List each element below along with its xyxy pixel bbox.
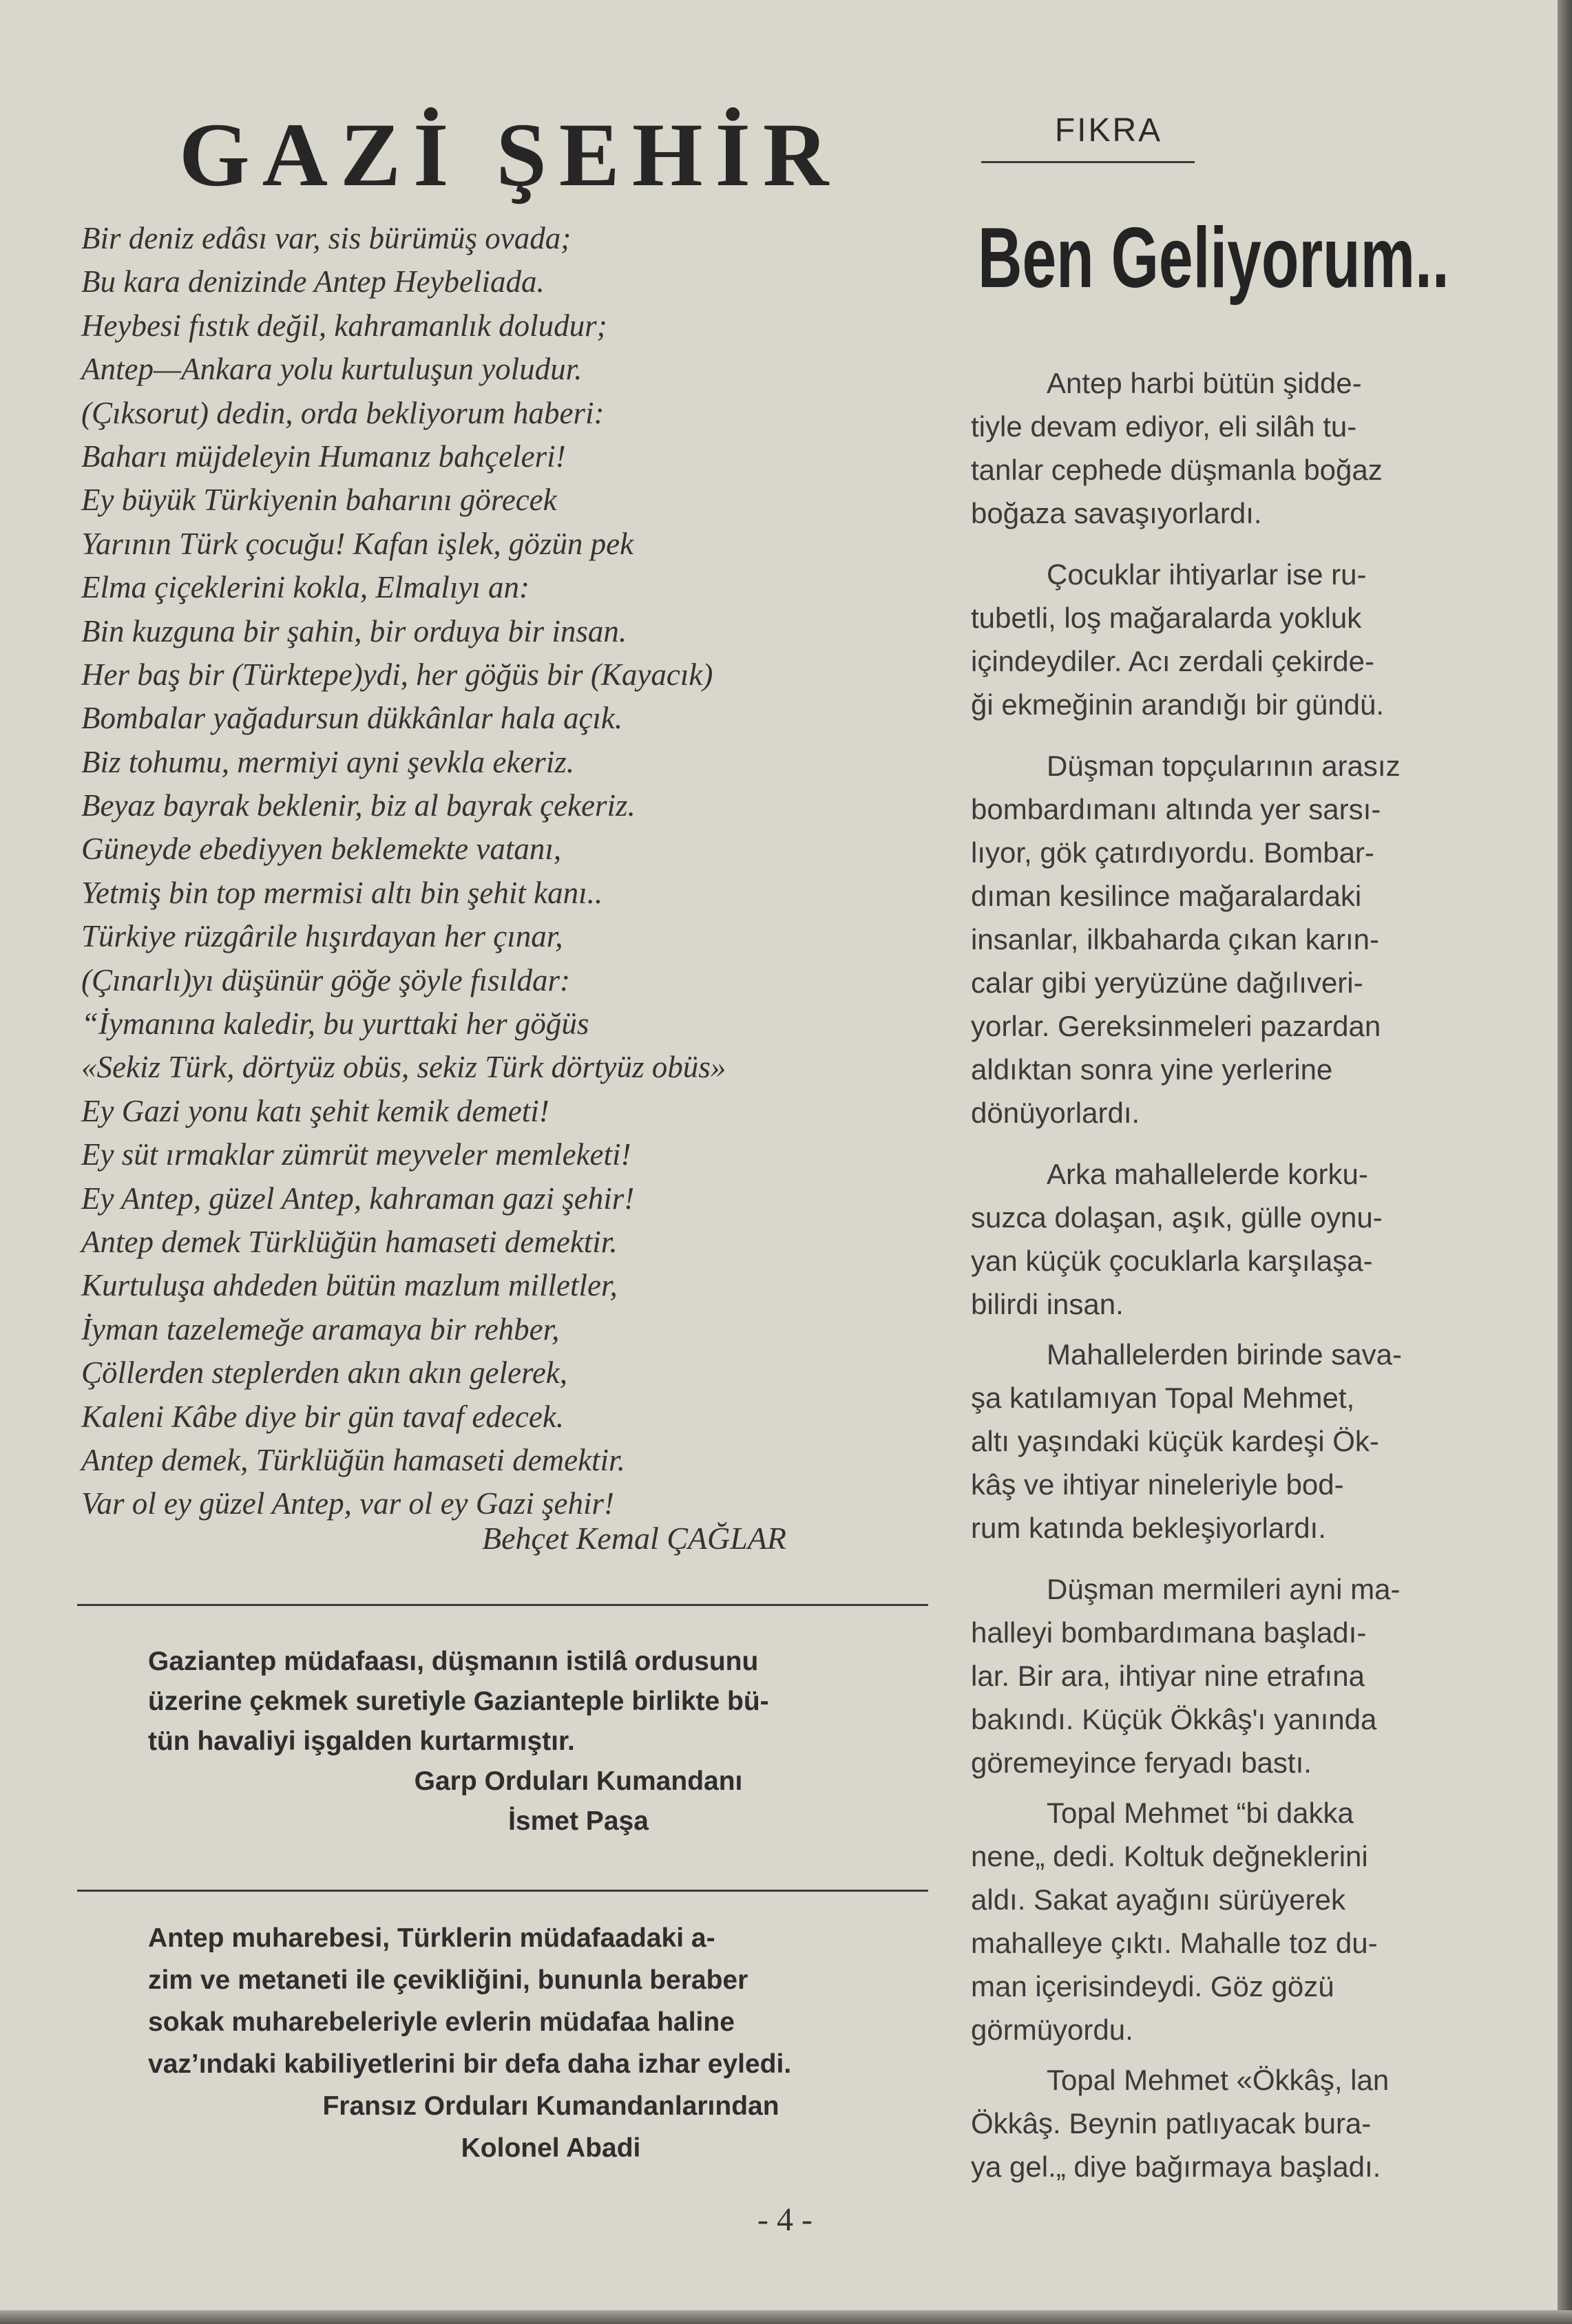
story-paragraph <box>971 1333 1494 1550</box>
page-edge-shadow <box>1558 0 1572 2324</box>
story-line: Ökkâş. Beynin patlıyacak bura- <box>971 2107 1372 2140</box>
poem-line: Antep demek Türklüğün hamaseti demektir. <box>81 1224 618 1259</box>
poem-line: Heybesi fıstık değil, kahramanlık doludur; <box>81 308 607 343</box>
story-line: ği ekmeğinin arandığı bir gündü. <box>971 688 1385 721</box>
story-line: kâş ve ihtiyar nineleriyle bod- <box>971 1468 1344 1501</box>
story-line: bakındı. Küçük Ökkâş'ı yanında <box>971 1703 1377 1735</box>
poem-line: Antep—Ankara yolu kurtuluşun yoludur. <box>81 352 583 387</box>
story-line: tiyle devam ediyor, eli silâh tu- <box>971 410 1357 443</box>
poem-line: Bin kuzguna bir şahin, bir orduya bir insan. <box>81 613 627 648</box>
quote-ismet-pasa <box>148 1642 926 1841</box>
poem-line: Bu kara denizinde Antep Heybeliada. <box>81 264 545 299</box>
story-line: içindeydiler. Acı zerdali çekirde- <box>971 645 1374 677</box>
poem-line: Güneyde ebediyyen beklemekte vatanı, <box>81 832 562 867</box>
story-line: Topal Mehmet “bi dakka <box>1047 1797 1354 1829</box>
story-line: dıman kesilince mağaralardaki <box>971 880 1362 912</box>
poem-line: (Çıksorut) dedin, orda bekliyorum haberi: <box>81 395 605 430</box>
poem-line: Var ol ey güzel Antep, var ol ey Gazi şehir! <box>81 1486 615 1521</box>
story-paragraph <box>971 744 1494 1134</box>
poem-line: Biz tohumu, mermiyi ayni şevkla ekeriz. <box>81 744 575 779</box>
story-line: aldı. Sakat ayağını sürüyerek <box>971 1883 1345 1916</box>
quote-line: tün havaliyi işgalden kurtarmıştır. <box>148 1726 575 1756</box>
story-line: bilirdi insan. <box>971 1288 1124 1320</box>
quote-line: Gaziantep müdafaası, düşmanın istilâ ordusunu <box>148 1647 759 1676</box>
poem-line: Kurtuluşa ahdeden bütün mazlum milletler, <box>81 1268 618 1303</box>
quote-signature-title: Fransız Orduları Kumandanlarından <box>322 2091 779 2121</box>
story-line: dönüyorlardı. <box>971 1097 1140 1129</box>
poem-author: Behçet Kemal ÇAĞLAR <box>482 1521 787 1556</box>
story-line: tubetli, loş mağaralarda yokluk <box>971 602 1362 634</box>
poem-line: Baharı müjdeleyin Humanız bahçeleri! <box>81 439 566 474</box>
quote-signature-name: Kolonel Abadi <box>461 2133 641 2163</box>
poem-line: Ey büyük Türkiyenin baharını görecek <box>81 483 557 518</box>
poem-line: Her baş bir (Türktepe)ydi, her göğüs bir (Kayacık) <box>81 657 713 692</box>
story-paragraph <box>971 361 1494 535</box>
story-line: Antep harbi bütün şidde- <box>1047 367 1362 399</box>
story-paragraph <box>971 1567 1494 1784</box>
poem-line: Elma çiçeklerini kokla, Elmalıyı an: <box>81 570 530 605</box>
story-line: yorlar. Gereksinmeleri pazardan <box>971 1010 1381 1042</box>
poem-line: Kaleni Kâbe diye bir gün tavaf edecek. <box>81 1399 565 1434</box>
story-line: mahalleye çıktı. Mahalle toz du- <box>971 1927 1378 1959</box>
page-number: - 4 - <box>757 2201 813 2238</box>
story-line: Düşman mermileri ayni ma- <box>1047 1573 1401 1605</box>
quote-kolonel-abadi <box>148 1917 926 2169</box>
story-line: boğaza savaşıyorlardı. <box>971 497 1262 529</box>
story-line: altı yaşındaki küçük kardeşi Ök- <box>971 1425 1379 1457</box>
quote-signature-name: İsmet Paşa <box>508 1806 649 1836</box>
page-edge-shadow <box>0 2310 1572 2324</box>
story-line: aldıktan sonra yine yerlerine <box>971 1053 1333 1086</box>
story-paragraph <box>971 1791 1494 2051</box>
quote-signature-title: Garp Orduları Kumandanı <box>414 1766 743 1796</box>
story-paragraph <box>971 1152 1494 1326</box>
story-line: lıyor, gök çatırdıyordu. Bombar- <box>971 836 1374 869</box>
poem-body <box>81 217 928 1526</box>
quote-line: üzerine çekmek suretiyle Gazianteple birlikte bü- <box>148 1687 769 1716</box>
story-line: insanlar, ilkbaharda çıkan karın- <box>971 923 1379 955</box>
story-line: halleyi bombardımana başladı- <box>971 1616 1367 1649</box>
poem-line: Bir deniz edâsı var, sis bürümüş ovada; <box>81 221 572 255</box>
poem-line: Antep demek, Türklüğün hamaseti demektir. <box>81 1442 625 1477</box>
story-line: yan küçük çocuklarla karşılaşa- <box>971 1245 1373 1277</box>
story-line: Düşman topçularının arasız <box>1047 750 1401 782</box>
quote-line: Antep muharebesi, Türklerin müdafaadaki a- <box>148 1923 715 1953</box>
section-underline <box>981 161 1195 163</box>
poem-line: Yetmiş bin top mermisi altı bin şehit kanı.. <box>81 875 603 910</box>
poem-line: Ey süt ırmaklar zümrüt meyveler memleketi! <box>81 1137 631 1172</box>
poem-line: Ey Gazi yonu katı şehit kemik demeti! <box>81 1093 549 1128</box>
story-line: Çocuklar ihtiyarlar ise ru- <box>1047 558 1367 591</box>
divider-rule <box>77 1604 928 1606</box>
story-line: calar gibi yeryüzüne dağılıveri- <box>971 966 1363 999</box>
story-paragraph <box>971 553 1494 726</box>
story-line: Topal Mehmet «Ökkâş, lan <box>1047 2064 1390 2096</box>
story-title: Ben Geliyorum.. <box>978 211 1449 306</box>
story-line: suzca dolaşan, aşık, gülle oynu- <box>971 1201 1383 1234</box>
story-line: bombardımanı altında yer sarsı- <box>971 793 1381 825</box>
poem-line: Beyaz bayrak beklenir, biz al bayrak çekeriz. <box>81 788 636 823</box>
quote-text <box>148 1917 926 2085</box>
quote-line: zim ve metaneti ile çevikliğini, bununla beraber <box>148 1965 748 1995</box>
story-line: rum katında bekleşiyorlardı. <box>971 1512 1326 1544</box>
story-line: tanlar cephede düşmanla boğaz <box>971 454 1383 486</box>
quote-text <box>148 1642 926 1762</box>
story-line: nene„ dedi. Koltuk değneklerini <box>971 1840 1368 1872</box>
story-line: göremeyince feryadı bastı. <box>971 1746 1312 1779</box>
story-line: Arka mahallelerde korku- <box>1047 1158 1368 1190</box>
story-line: görmüyordu. <box>971 2014 1133 2046</box>
poem-line: Bombalar yağadursun dükkânlar hala açık. <box>81 701 623 736</box>
story-line: şa katılamıyan Topal Mehmet, <box>971 1382 1355 1414</box>
section-label: FIKRA <box>1054 112 1163 149</box>
story-line: lar. Bir ara, ihtiyar nine etrafına <box>971 1660 1365 1692</box>
divider-rule <box>77 1890 928 1892</box>
poem-line: Türkiye rüzgârile hışırdayan her çınar, <box>81 919 563 954</box>
poem-line: Çöllerden steplerden akın akın gelerek, <box>81 1355 568 1391</box>
poem-line: İyman tazelemeğe aramaya bir rehber, <box>81 1311 560 1346</box>
story-line: ya gel.„ diye bağırmaya başladı. <box>971 2151 1381 2183</box>
poem-title: GAZİ ŞEHİR <box>179 104 841 205</box>
story-paragraph <box>971 2058 1494 2188</box>
story-line: man içerisindeydi. Göz gözü <box>971 1970 1334 2003</box>
poem-line: (Çınarlı)yı düşünür göğe şöyle fısıldar: <box>81 962 570 997</box>
poem-line: Yarının Türk çocuğu! Kafan işlek, gözün pek <box>81 526 634 561</box>
story-body <box>971 361 1494 2188</box>
quote-line: sokak muharebeleriyle evlerin müdafaa haline <box>148 2007 735 2037</box>
story-line: Mahallelerden birinde sava- <box>1047 1338 1402 1371</box>
poem-line: «Sekiz Türk, dörtyüz obüs, sekiz Türk dörtyüz obüs» <box>81 1050 726 1085</box>
quote-line: vaz’ındaki kabiliyetlerini bir defa daha izhar eyledi. <box>148 2049 792 2079</box>
poem-line: “İymanına kaledir, bu yurttaki her göğüs <box>81 1006 589 1042</box>
poem-line: Ey Antep, güzel Antep, kahraman gazi şehir! <box>81 1181 635 1216</box>
